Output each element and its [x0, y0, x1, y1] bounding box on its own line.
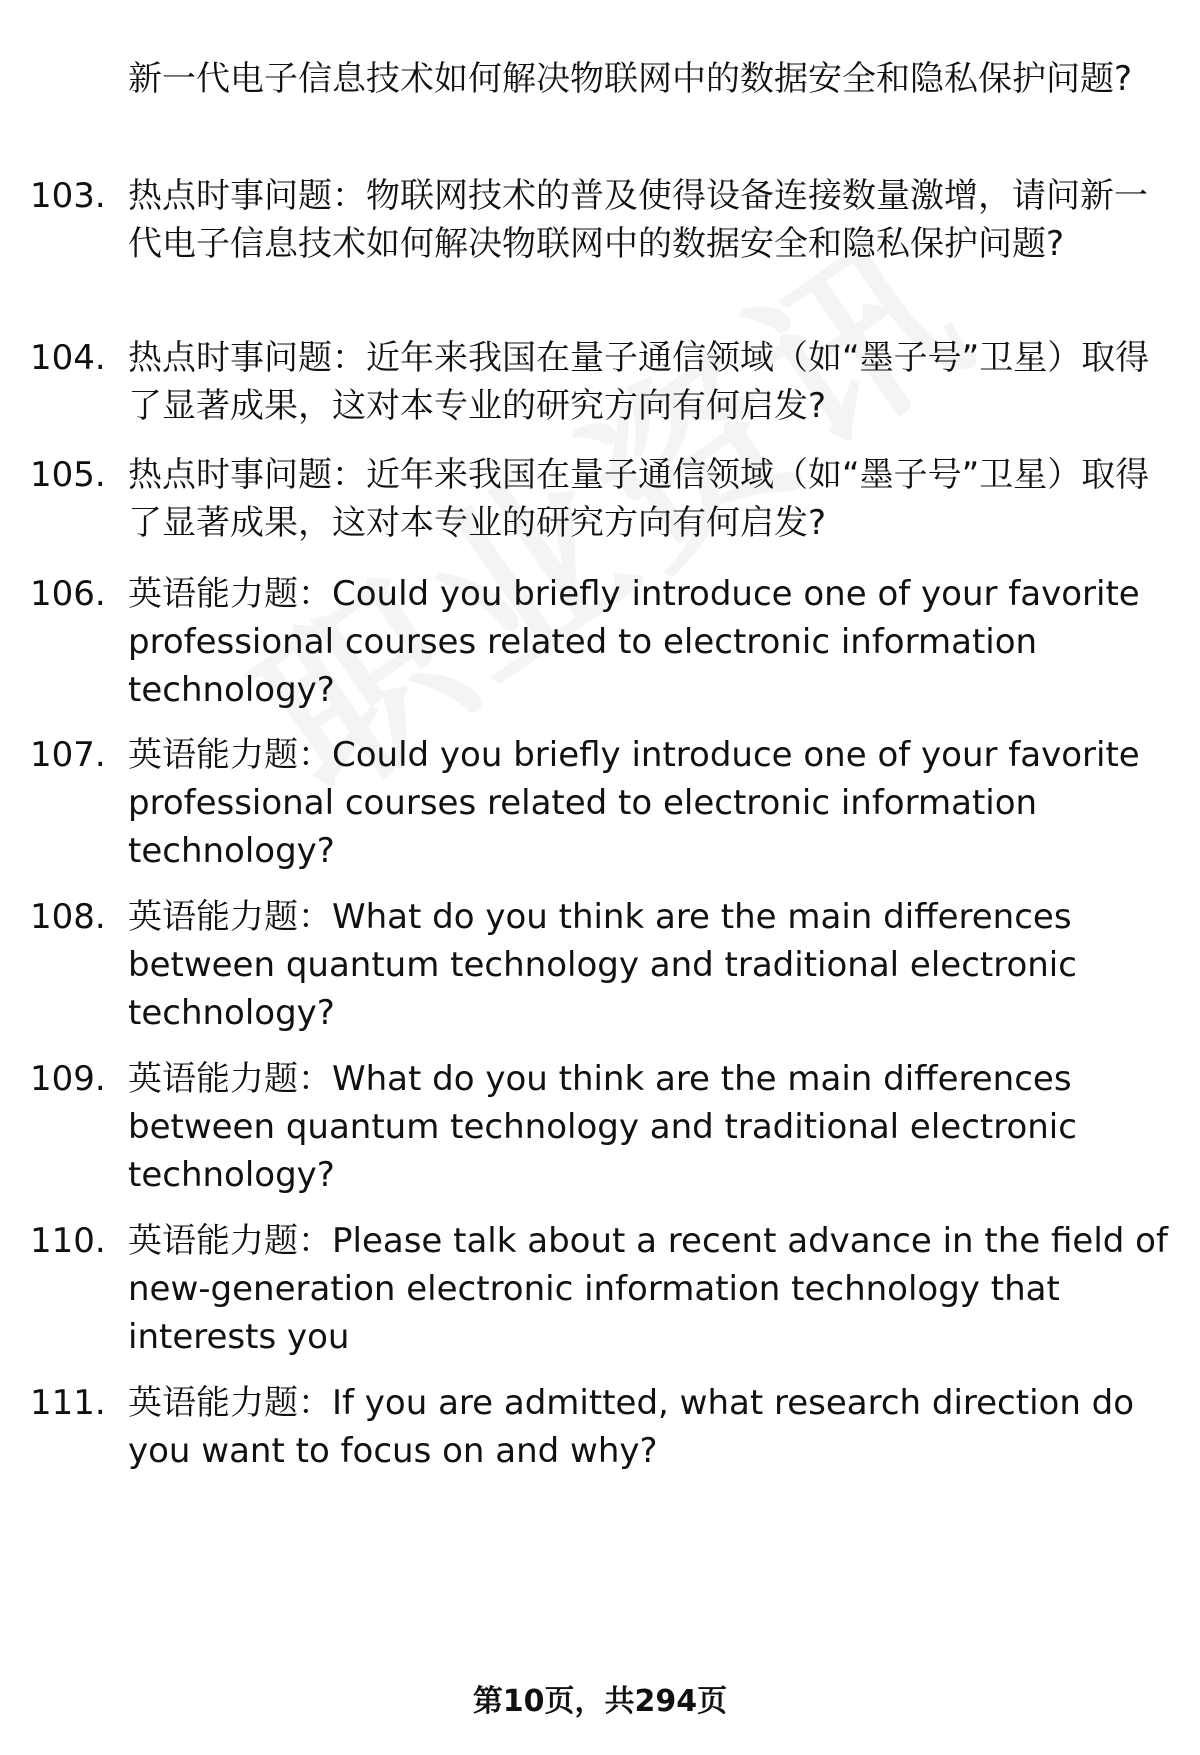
question-text: 英语能力题：Could you briefly introduce one of your favorite professional courses related to electronic information technology? — [128, 574, 1140, 710]
question-109 — [30, 1055, 1170, 1199]
question-text: 热点时事问题：近年来我国在量子通信领域（如“墨子号”卫星）取得了显著成果，这对本专业的研究方向有何启发? — [128, 455, 1150, 543]
continuation-text: 新一代电子信息技术如何解决物联网中的数据安全和隐私保护问题? — [128, 59, 1133, 99]
question-106 — [30, 570, 1170, 714]
question-text: 热点时事问题：物联网技术的普及使得设备连接数量激增，请问新一代电子信息技术如何解决物联网中的数据安全和隐私保护问题? — [128, 176, 1148, 264]
question-text: 英语能力题：What do you think are the main differences between quantum technology and traditional electronic technology? — [128, 897, 1077, 1033]
question-text: 英语能力题：Please talk about a recent advance in the field of new-generation electronic information technology that interests you — [128, 1221, 1168, 1357]
question-number: 103. — [30, 176, 106, 216]
question-number: 106. — [30, 574, 106, 614]
question-number: 111. — [30, 1383, 106, 1423]
question-text: 热点时事问题：近年来我国在量子通信领域（如“墨子号”卫星）取得了显著成果，这对本专业的研究方向有何启发? — [128, 338, 1150, 426]
question-110 — [30, 1217, 1170, 1361]
question-number: 108. — [30, 897, 106, 937]
question-text: 英语能力题：If you are admitted, what research direction do you want to focus on and why? — [128, 1383, 1135, 1471]
question-108 — [30, 893, 1170, 1037]
question-number: 109. — [30, 1059, 106, 1099]
question-text: 英语能力题：Could you briefly introduce one of your favorite professional courses related to electronic information technology? — [128, 735, 1140, 871]
question-107 — [30, 731, 1170, 875]
question-104 — [30, 334, 1170, 430]
question-text: 英语能力题：What do you think are the main differences between quantum technology and traditional electronic technology? — [128, 1059, 1077, 1195]
question-105 — [30, 451, 1170, 547]
page-footer: 第10页，共294页 — [472, 1684, 728, 1719]
question-111 — [30, 1379, 1170, 1475]
question-number: 104. — [30, 338, 106, 378]
question-number: 105. — [30, 455, 106, 495]
question-103 — [30, 172, 1170, 268]
question-number: 110. — [30, 1221, 106, 1261]
question-number: 107. — [30, 735, 106, 775]
